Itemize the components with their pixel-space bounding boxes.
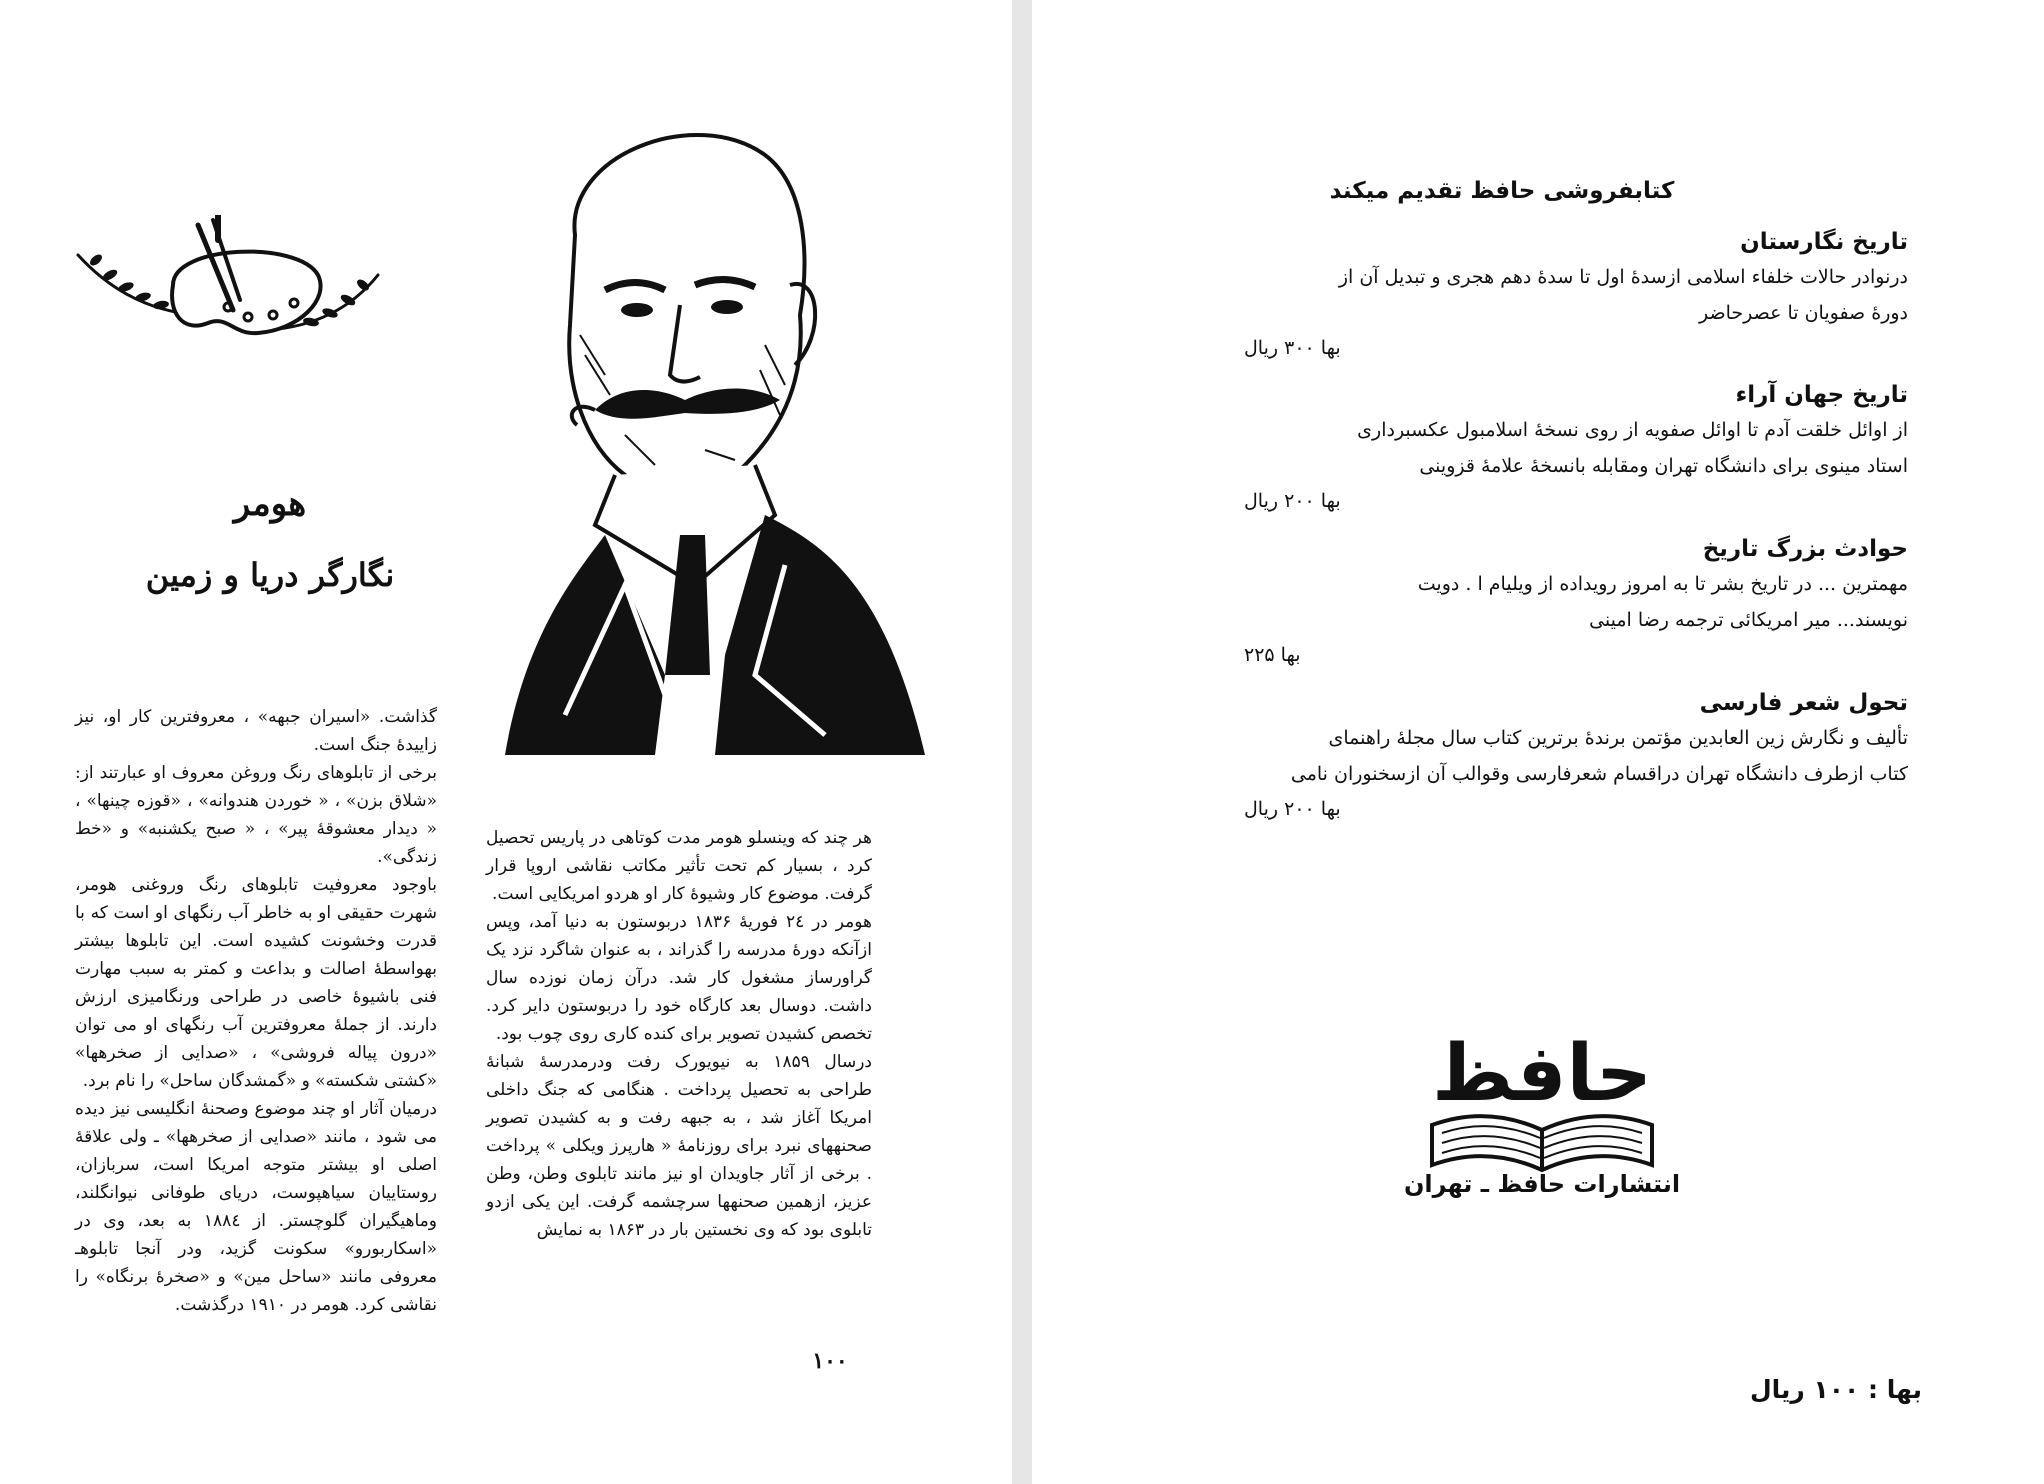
- book-price: بها ۲۰۰ ریال: [1244, 798, 1341, 820]
- catalog-header: کتابفروشی حافظ تقدیم میکند: [1329, 178, 1675, 204]
- book-gutter: [1012, 0, 1032, 1484]
- article-column-left: [75, 703, 437, 1319]
- paragraph: درسال ۱۸۵۹ به نیویورک رفت ودرمدرسهٔ شبانهٔ طراحی به تحصیل پرداخت . هنگامی که جنگ داخلی امریکا آغاز شد ، به جبهه رفت و به کشیدن تصویر صحنههای نبرد برای روزنامهٔ « هارپرز ویکلی » پرداخت . برخی از آثار جاویدان او نیز مانند تابلوی وطن، وطن عزیز، ازهمین صحنهها سرچشمه گرفت. این یکی ازدو تابلوی بود که وی نخستین بار در ۱۸۶۳ به نمایش: [486, 1052, 872, 1240]
- book-entry: [1244, 225, 1908, 365]
- book-description: کتاب ازطرف دانشگاه تهران دراقسام شعرفارسی وقوالب آن ازسخنوران نامی: [1290, 763, 1908, 785]
- book-entry: [1244, 686, 1908, 826]
- book-description: استاد مینوی برای دانشگاه تهران ومقابله بانسخهٔ علامهٔ قزوینی: [1419, 455, 1908, 477]
- book-title: حوادث بزرگ تاریخ: [1702, 536, 1908, 562]
- book-title: تاریخ نگارستان: [1740, 229, 1908, 255]
- paragraph: هومر در ۲٤ فوریهٔ ۱۸۳۶ دربوستون به دنیا آمد، وپس ازآنکه دورهٔ مدرسه را گذراند ، به عنوان شاگرد نزد یک گراورساز مشغول کار شد. درآن زمان نوزده سال داشت. دوسال بعد کارگاه خود را دربوستون دایر کرد. تخصص کشیدن تصویر برای کنده کاری روی چوب بود.: [486, 912, 872, 1044]
- hafez-logo: [1422, 1005, 1662, 1175]
- logo-wordmark: حافظ: [1431, 1029, 1653, 1119]
- book-description: مهمترین ... در تاریخ بشر تا به امروز رویداده از ویلیام ا . دویت: [1417, 573, 1908, 595]
- book-title: تحول شعر فارسی: [1699, 690, 1908, 716]
- paragraph: گذاشت. «اسیران جبهه» ، معروفترین کار او، نیز زاییدهٔ جنگ است.: [75, 707, 437, 755]
- publisher-name: انتشارات حافظ ـ تهران: [1403, 1170, 1681, 1198]
- book-price: بها ۲۲۵: [1244, 644, 1301, 666]
- paragraph: باوجود معروفیت تابلوهای رنگ وروغنی هومر، شهرت حقیقی او به خاطر آب رنگهای او است که با قدرت وخشونت کشیده است. این تابلوها بیشتر بهواسطهٔ اصالت و بداعت و کمتر به سبب مهارت فنی باشیوهٔ خاصی در طراحی ورنگامیزی ارزش دارند. از جملهٔ معروفترین آب رنگهای او می توان «درون پیاله فروشی» ، «صدایی از صخرهها» «کشتی شکسته» و «گمشدگان ساحل» را نام برد.: [75, 875, 437, 1091]
- page-number: ۱۰۰: [812, 1348, 848, 1374]
- book-description: دورهٔ صفویان تا عصرحاضر: [1699, 302, 1908, 324]
- book-description: نویسند... میر امریکائی ترجمه رضا امینی: [1589, 609, 1908, 631]
- article-title: هومر: [233, 484, 307, 524]
- portrait-illustration: [465, 115, 935, 755]
- book-title: تاریخ جهان آراء: [1735, 382, 1908, 408]
- book-description: درنوادر حالات خلفاء اسلامی ازسدهٔ اول تا سدهٔ دهم هجری و تبدیل آن از: [1338, 266, 1908, 288]
- book-price: بها ۳۰۰ ریال: [1244, 337, 1341, 359]
- paragraph: درمیان آثار او چند موضوع وصحنهٔ انگلیسی نیز دیده می شود ، مانند «صدایی از صخرهها» ـ ولی علاقهٔ اصلی او بیشتر متوجه امریکا است، سربازان، روستاییان سیاهپوست، دریای طوفانی نیوانگلند، وماهیگیران گلوچستر. از ۱۸۸٤ به بعد، وی در «اسکاربورو» سکونت گزید، ودر آنجا تابلوهـ معروفی مانند «ساحل مین» و «صخرهٔ برنگاه» را نقاشی کرد. هومر در ۱۹۱۰ درگذشت.: [75, 1099, 437, 1315]
- right-page: [1032, 0, 2044, 1484]
- paragraph: هر چند که وینسلو هومر مدت کوتاهی در پاریس تحصیل کرد ، بسیار کم تحت تأثیر مکاتب نقاشی اروپا قرار گرفت. موضوع کار وشیوهٔ کار او هردو امریکایی است.: [486, 828, 872, 904]
- paragraph: برخی از تابلوهای رنگ وروغن معروف او عبارتند از: «شلاق بزن» ، « خوردن هندوانه» ، «قوزه چینها» ، « دیدار معشوقهٔ پیر» ، « صبح یکشنبه» و «خط زندگی».: [75, 763, 437, 867]
- left-page: [0, 0, 1012, 1484]
- article-subtitle: نگارگر دریا و زمین: [145, 556, 395, 594]
- book-description: تألیف و نگارش زین العابدین مؤتمن برندهٔ برترین کتاب سال مجلهٔ راهنمای: [1328, 727, 1908, 749]
- book-entry: [1244, 378, 1908, 518]
- palette-brushes-icon: [68, 215, 388, 355]
- book-entry: [1244, 532, 1908, 672]
- book-price: بها ۲۰۰ ریال: [1244, 490, 1341, 512]
- article-column-right: [486, 824, 872, 1244]
- cover-price: بها : ۱۰۰ ریال: [1749, 1375, 1922, 1404]
- book-description: از اوائل خلقت آدم تا اوائل صفویه از روی نسخهٔ اسلامبول عکسبرداری: [1357, 419, 1908, 441]
